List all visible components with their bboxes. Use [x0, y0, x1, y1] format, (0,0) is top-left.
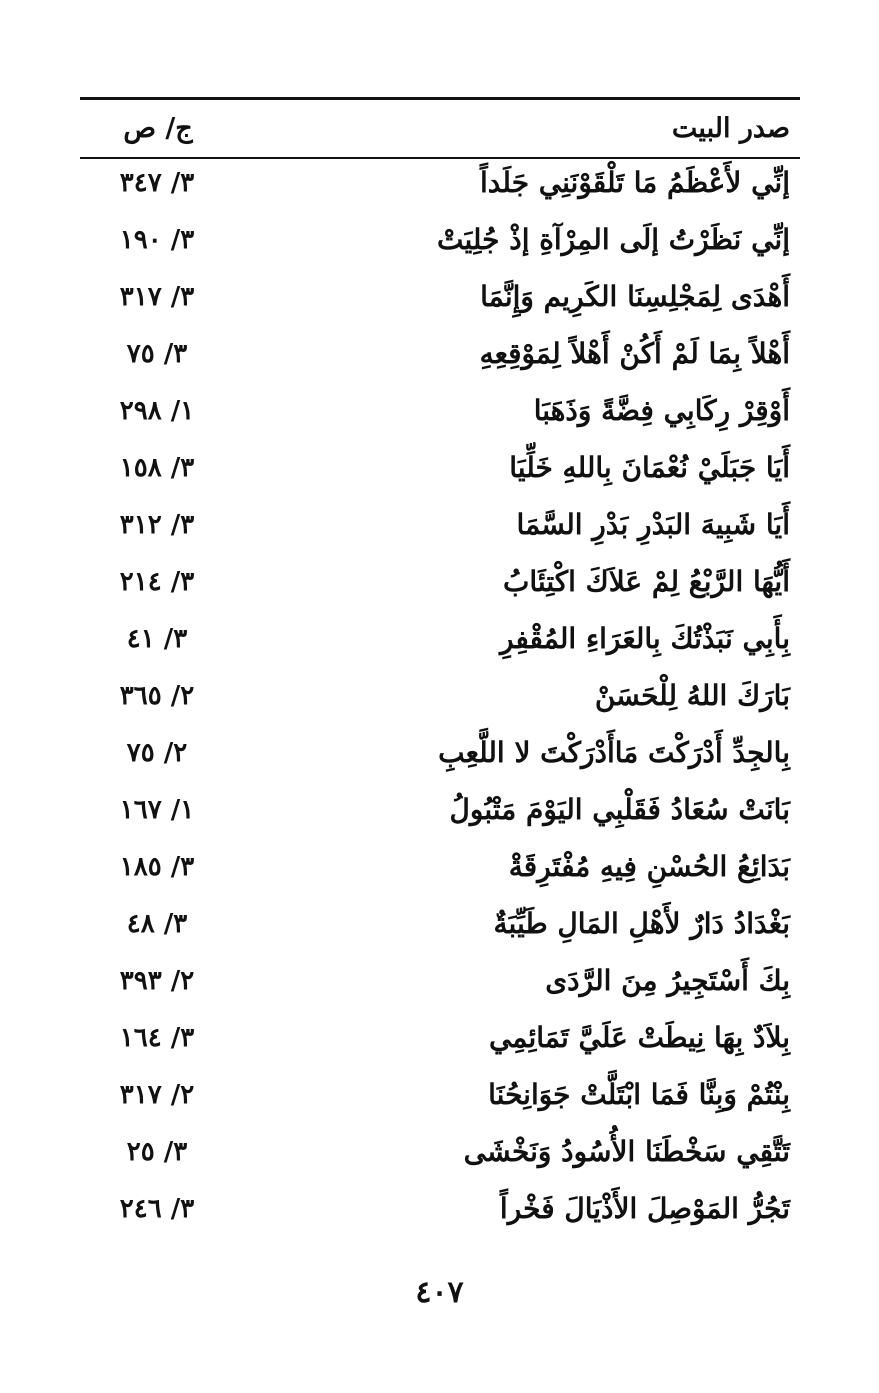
verse-opening: بَدَائِعُ الحُسْنِ فِيهِ مُفْتَرِقَةْ — [508, 850, 790, 883]
volume-page-reference: ٣/ ١٨٥ — [119, 852, 195, 882]
verse-opening: أَهْدَى لِمَجْلِسِنَا الكَرِيم وَإِنَّمَا — [480, 280, 790, 313]
volume-page-reference: ٣/ ١٩٠ — [119, 225, 195, 255]
verse-opening: إنِّي نَظَرْتُ إلَى المِرْآةِ إذْ جُلِيَتْ — [436, 223, 790, 256]
table-row — [80, 272, 800, 329]
verse-opening: أَوْقِرْ رِكَابِي فِضَّةً وَذَهَبَا — [533, 394, 790, 427]
page-number: ٤٠٧ — [415, 1275, 464, 1310]
table-row — [80, 443, 800, 500]
verse-opening: بِالجِدِّ أَدْرَكْتَ مَاأَدْرَكْتَ لا اللَّعِبِ — [438, 736, 790, 769]
table-row — [80, 500, 800, 557]
volume-page-reference: ٣/ ٧٥ — [126, 339, 188, 369]
verse-opening: بَغْدَادُ دَارٌ لأَهْلِ المَالِ طَيِّبَةٌ — [493, 907, 790, 940]
top-rule — [80, 97, 800, 100]
table-row — [80, 1013, 800, 1070]
verse-opening: بَانَتْ سُعَادُ فَقَلْبِي اليَوْمَ مَتْبُولُ — [449, 793, 790, 826]
volume-page-reference: ٣/ ٣١٧ — [119, 282, 195, 312]
table-row — [80, 785, 800, 842]
verse-opening: تَتَّقِي سَخْطَنَا الأُسُودُ وَنَخْشَى — [463, 1135, 790, 1168]
reference-column-header: ج/ ص — [123, 113, 193, 144]
table-row — [80, 956, 800, 1013]
volume-page-reference: ٢/ ٣١٧ — [119, 1080, 195, 1110]
verse-opening: إنِّي لأَعْظَمُ مَا تَلْقَوْنَنِي جَلَداً — [479, 166, 790, 199]
table-row — [80, 215, 800, 272]
table-row — [80, 158, 800, 215]
table-row — [80, 842, 800, 899]
volume-page-reference: ٢/ ٧٥ — [126, 738, 188, 768]
table-row — [80, 614, 800, 671]
volume-page-reference: ٣/ ١٦٤ — [119, 1023, 195, 1053]
volume-page-reference: ٣/ ١٥٨ — [119, 453, 195, 483]
table-header — [80, 103, 800, 155]
volume-page-reference: ٣/ ٢٥ — [126, 1137, 188, 1167]
verse-opening: بِنْتُمْ وَبِنَّا فَمَا ابْتَلَّتْ جَوَانِحُنَا — [488, 1078, 790, 1111]
volume-page-reference: ٢/ ٣٩٣ — [119, 966, 195, 996]
volume-page-reference: ٣/ ٤٨ — [126, 909, 188, 939]
table-row — [80, 1070, 800, 1127]
verse-column-header: صدر البيت — [671, 113, 790, 144]
table-row — [80, 329, 800, 386]
table-row — [80, 728, 800, 785]
volume-page-reference: ٣/ ٢٤٦ — [119, 1194, 195, 1224]
verse-opening: بِأَبِي نَبَذْتُكَ بِالعَرَاءِ المُقْفِرِ — [499, 622, 790, 655]
volume-page-reference: ١/ ٢٩٨ — [119, 396, 195, 426]
volume-page-reference: ٣/ ٣١٢ — [119, 510, 195, 540]
verse-opening: أَيَا جَبَلَيْ نُعْمَانَ بِاللهِ خَلِّيَا — [509, 451, 790, 484]
table-row — [80, 671, 800, 728]
verse-opening: أَهْلاً بِمَا لَمْ أَكُنْ أَهْلاً لِمَوْقِعِهِ — [479, 337, 790, 370]
table-row — [80, 557, 800, 614]
verse-opening: بَارَكَ اللهُ لِلْحَسَنْ — [594, 679, 790, 712]
volume-page-reference: ٢/ ٣٦٥ — [119, 681, 195, 711]
volume-page-reference: ٣/ ٤١ — [126, 624, 188, 654]
table-row — [80, 1184, 800, 1241]
verse-opening: بِكَ أَسْتَجِيرُ مِنَ الرَّدَى — [545, 964, 790, 997]
table-row — [80, 1127, 800, 1184]
volume-page-reference: ١/ ١٦٧ — [119, 795, 195, 825]
volume-page-reference: ٣/ ٣٤٧ — [119, 168, 195, 198]
verse-opening: أَيَا شَبِيهَ البَدْرِ بَدْرِ السَّمَا — [516, 508, 790, 541]
table-row — [80, 899, 800, 956]
table-row — [80, 386, 800, 443]
volume-page-reference: ٣/ ٢١٤ — [119, 567, 195, 597]
verse-opening: تَجُرُّ المَوْصِلَ الأَذْيَالَ فَخْراً — [499, 1192, 790, 1225]
verse-index-table — [80, 158, 800, 1241]
verse-opening: أَيُّهَا الرَّبْعُ لِمْ عَلاَكَ اكْتِئَابُ — [502, 565, 790, 598]
verse-opening: بِلاَدٌ بِهَا نِيطَتْ عَلَيَّ تَمَائِمِي — [488, 1021, 790, 1054]
